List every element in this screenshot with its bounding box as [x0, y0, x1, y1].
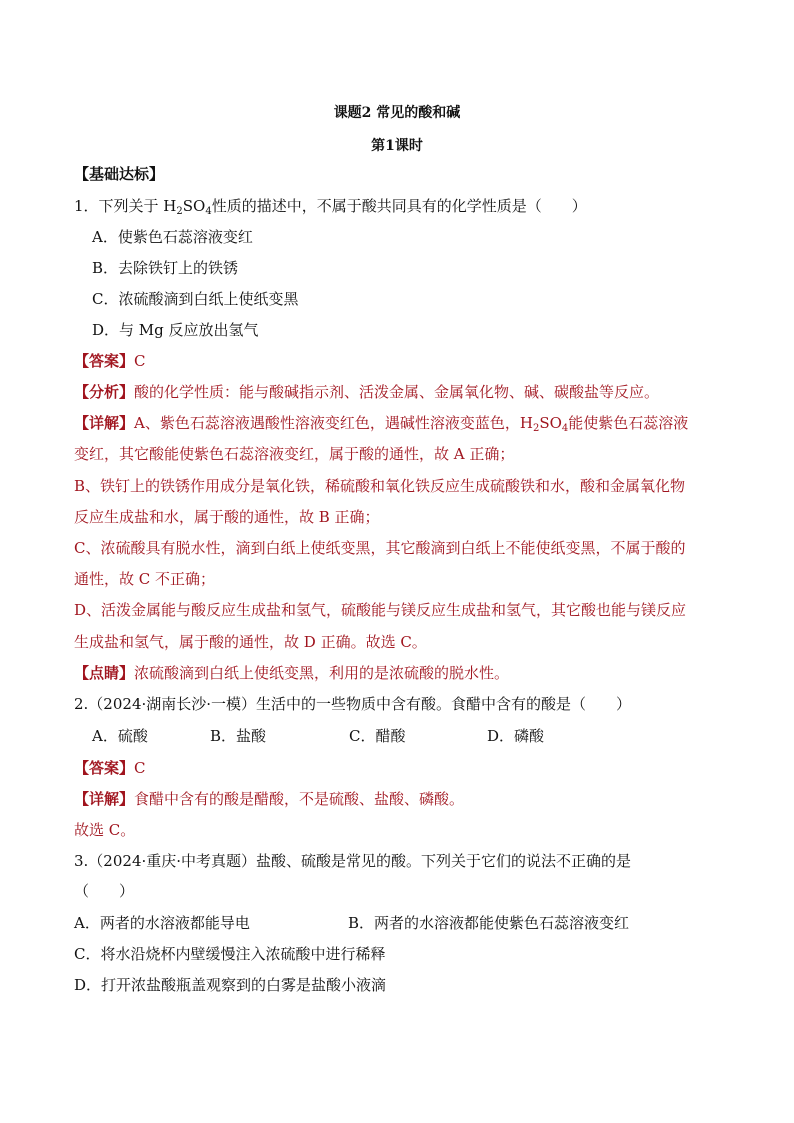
q1-detail-l1-sub-4: 4: [561, 423, 569, 434]
q2-option-b: B．盐酸: [210, 727, 267, 745]
q1-option-c: C．浓硫酸滴到白纸上使纸变黑: [92, 290, 299, 308]
q2-option-c: C．醋酸: [349, 727, 406, 745]
q1-detail-line-5: C、浓硫酸具有脱水性，滴到白纸上使纸变黑，其它酸滴到白纸上不能使纸变黑，不属于酸的: [74, 539, 686, 557]
q1-point-text: 浓硫酸滴到白纸上使纸变黑，利用的是浓硫酸的脱水性。: [134, 664, 510, 682]
q2-detail-tag: 【详解】: [74, 790, 135, 808]
section-heading: 【基础达标】: [74, 165, 165, 183]
q2-option-a: A．硫酸: [92, 727, 148, 745]
q3-option-a: A．两者的水溶液都能导电: [74, 914, 250, 932]
q1-option-a: A．使紫色石蕊溶液变红: [92, 228, 253, 246]
q1-detail-l1-a: A、紫色石蕊溶液遇酸性溶液变红色，遇碱性溶液变蓝色，H: [134, 414, 533, 432]
q2-option-d: D．磷酸: [487, 727, 545, 745]
q2-options: [92, 726, 544, 746]
q1-answer: [74, 351, 146, 371]
q2-stem: 2.（2024·湖南长沙·一模）生活中的一些物质中含有酸。食醋中含有的酸是（ ）: [74, 695, 632, 713]
q1-detail-line-3: B、铁钉上的铁锈作用成分是氧化铁，稀硫酸和氧化铁反应生成硫酸铁和水，酸和金属氧化物: [74, 477, 686, 495]
q1-answer-value: C: [134, 352, 146, 370]
q1-detail-tag: 【详解】: [74, 414, 135, 432]
q2-detail: [74, 789, 464, 809]
q3-option-b: B．两者的水溶液都能使紫色石蕊溶液变红: [348, 914, 630, 932]
q1-detail-line-2: 变红，其它酸能使紫色石蕊溶液变红，属于酸的通性，故 A 正确；: [74, 445, 515, 463]
q1-analysis-tag: 【分析】: [74, 383, 135, 401]
q1-point-tag: 【点睛】: [74, 664, 135, 682]
q1-detail-line-8: 生成盐和氢气，属于酸的通性，故 D 正确。故选 C。: [74, 633, 427, 651]
q3-option-c: C．将水沿烧杯内壁缓慢注入浓硫酸中进行稀释: [74, 945, 386, 963]
q1-detail-l1-sub-2: 2: [532, 423, 540, 434]
q2-conclusion: 故选 C。: [74, 821, 136, 839]
q2-answer: [74, 758, 146, 778]
q3-option-d: D．打开浓盐酸瓶盖观察到的白雾是盐酸小液滴: [74, 976, 387, 994]
q3-options-row-1: [74, 913, 629, 933]
q1-point: [74, 663, 509, 683]
q1-stem-sub-4: 4: [205, 206, 212, 217]
q1-option-d: D．与 Mg 反应放出氢气: [92, 321, 259, 339]
q1-detail-line-6: 通性，故 C 不正确；: [74, 570, 216, 588]
q2-answer-tag: 【答案】: [74, 759, 135, 777]
q1-stem-sub-2: 2: [176, 206, 183, 217]
q1-detail-line-4: 反应生成盐和水，属于酸的通性，故 B 正确；: [74, 508, 380, 526]
q1-option-b: B．去除铁钉上的铁锈: [92, 259, 239, 277]
q1-analysis-text: 酸的化学性质：能与酸碱指示剂、活泼金属、金属氧化物、碱、碳酸盐等反应。: [134, 383, 660, 401]
q1-analysis: [74, 382, 659, 402]
q1-stem-part-b: SO: [182, 197, 206, 215]
q1-answer-tag: 【答案】: [74, 352, 135, 370]
q1-stem-part-c: 性质的描述中，不属于酸共同具有的化学性质是（ ）: [211, 197, 587, 215]
q3-stem-paren: （ ）: [74, 882, 135, 900]
q2-answer-value: C: [134, 759, 146, 777]
q1-detail-l1-c: 能使紫色石蕊溶液: [568, 414, 689, 432]
q3-stem: 3.（2024·重庆·中考真题）盐酸、硫酸是常见的酸。下列关于它们的说法不正确的是: [74, 852, 632, 870]
q1-detail-line-7: D、活泼金属能与酸反应生成盐和氢气，硫酸能与镁反应生成盐和氢气，其它酸也能与镁反应: [74, 601, 687, 619]
q2-detail-text: 食醋中含有的酸是醋酸，不是硫酸、盐酸、磷酸。: [134, 790, 465, 808]
q1-stem-part-a: 1．下列关于 H: [74, 197, 177, 215]
q1-detail-line-1: [74, 413, 688, 433]
document-title: 课题2 常见的酸和碱: [333, 105, 461, 121]
q1-stem: [74, 196, 587, 216]
document-subtitle: 第1课时: [371, 138, 423, 154]
q1-detail-l1-b: SO: [539, 414, 562, 432]
